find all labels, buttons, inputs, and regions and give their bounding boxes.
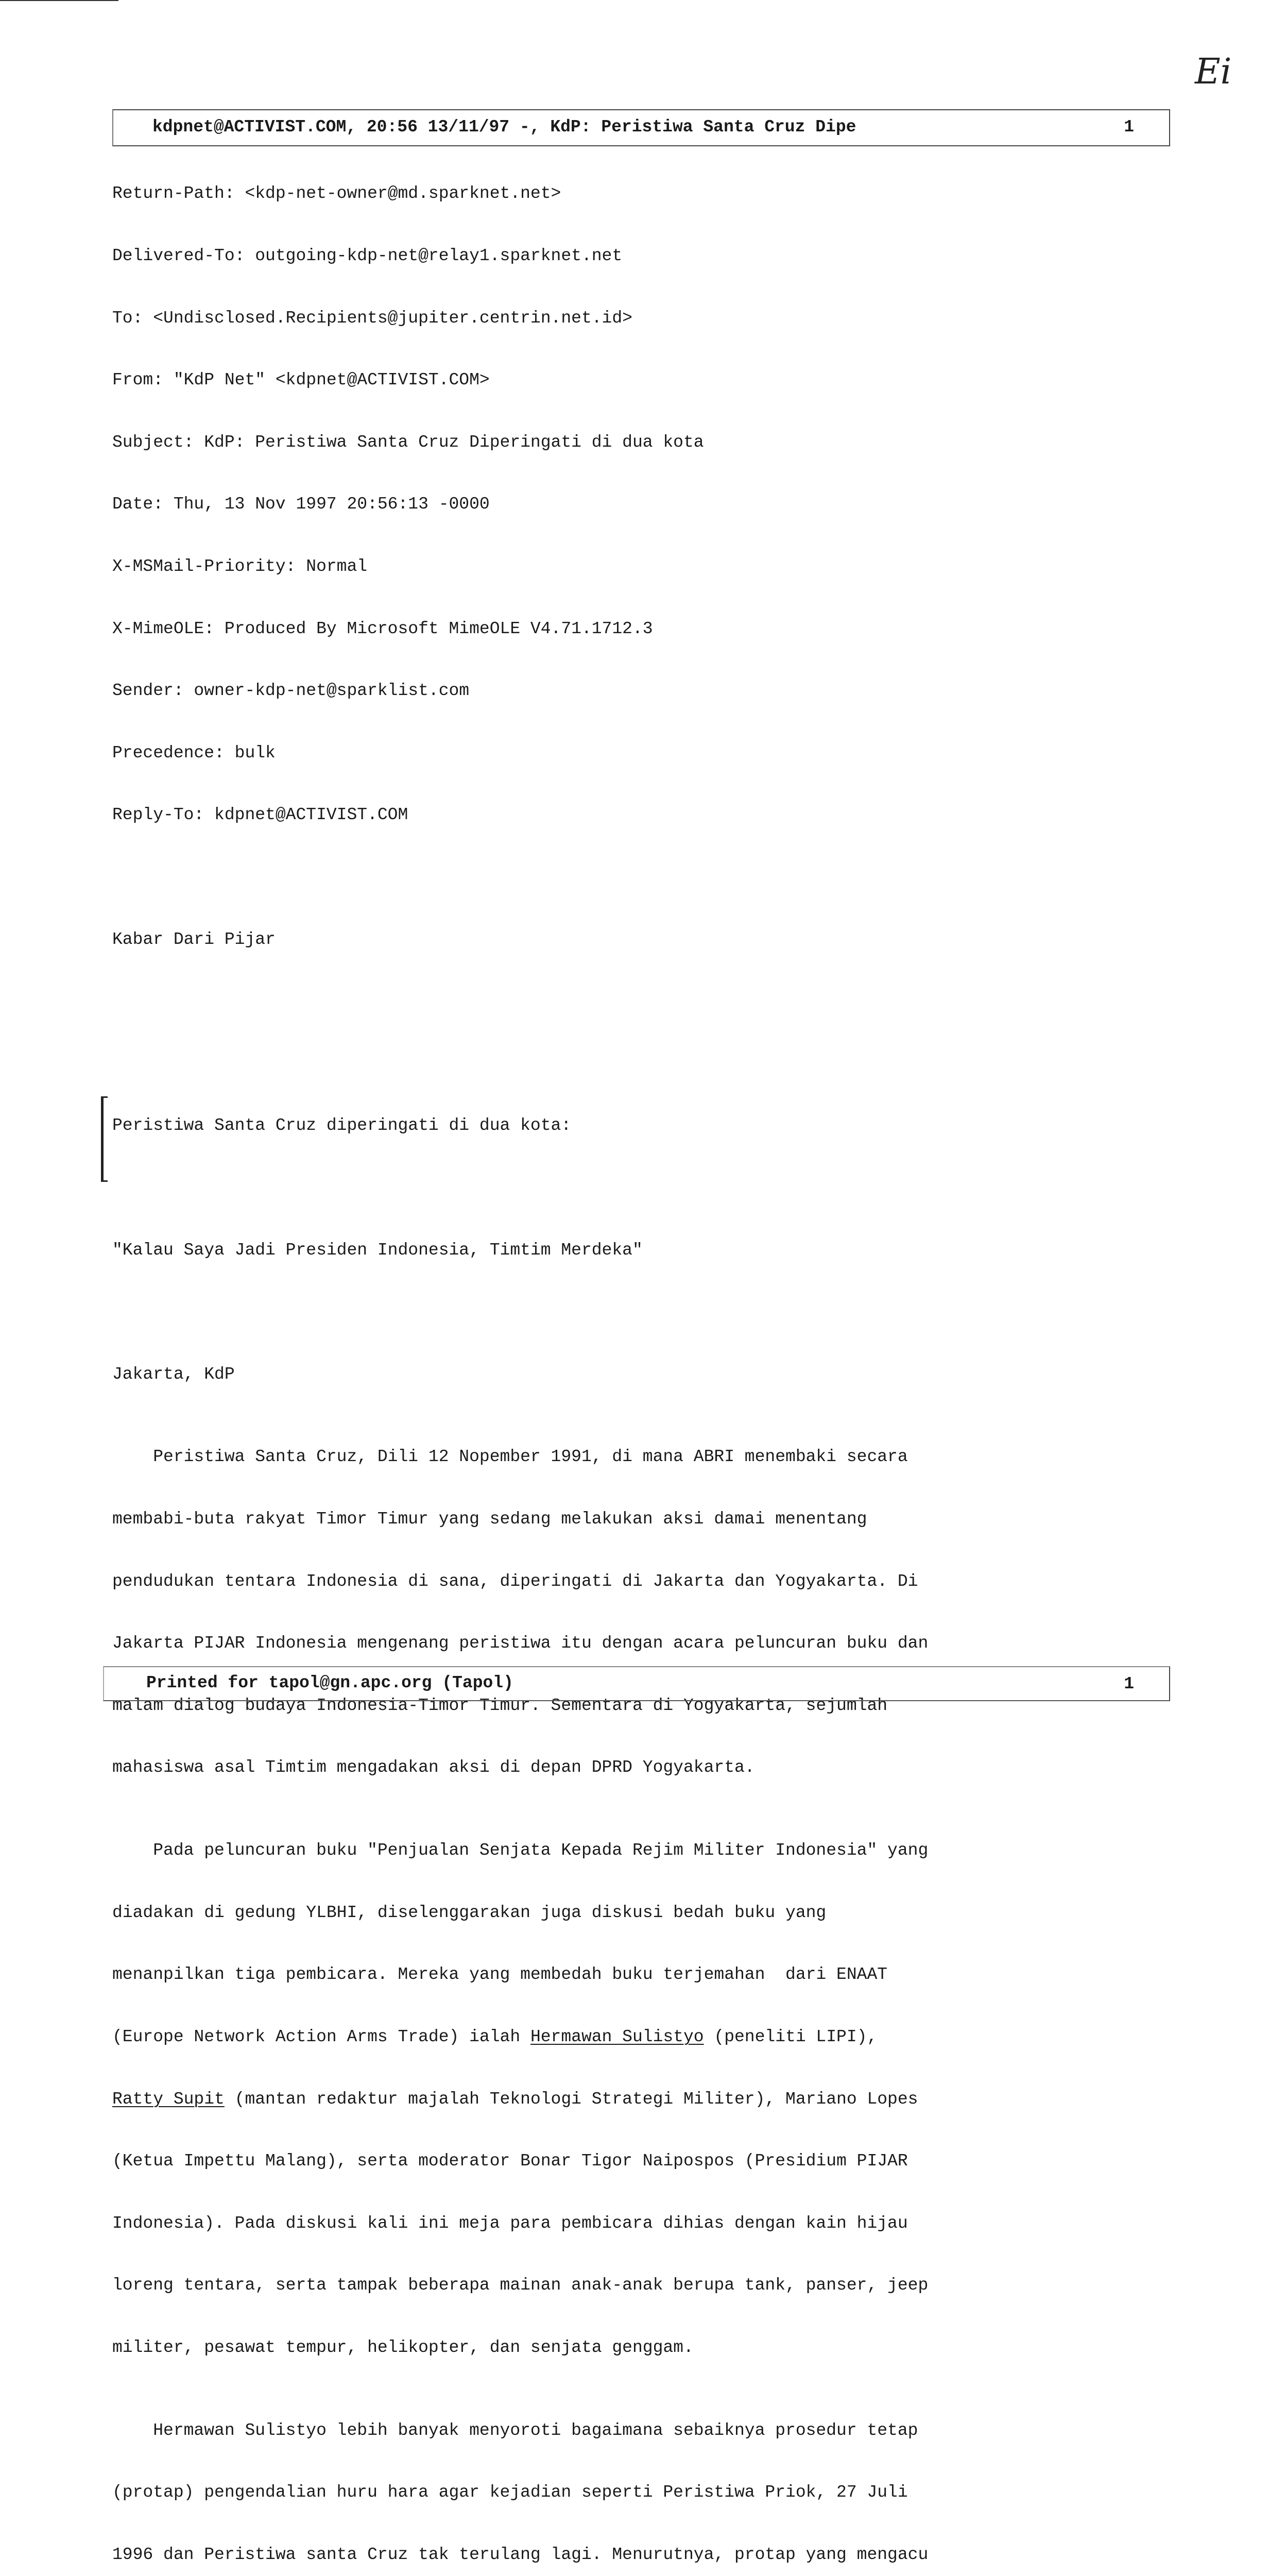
email-header-line: To: <Undisclosed.Recipients@jupiter.centrin.net.id> [112,308,632,328]
paragraph-line [112,2089,1173,2110]
email-header-line: X-MimeOLE: Produced By Microsoft MimeOLE V4.71.1712.3 [112,619,653,638]
handwritten-margin-bracket [101,1096,108,1182]
printed-for-label: Printed for tapol@gn.apc.org (Tapol) [146,1673,513,1692]
dateline: Jakarta, KdP [112,1364,235,1384]
email-header-line: Delivered-To: outgoing-kdp-net@relay1.sparknet.net [112,246,623,265]
handwritten-corner-note: Ei [1195,52,1232,92]
paragraph-line: loreng tentara, serta tampak beberapa mainan anak-anak berupa tank, panser, jeep [112,2276,929,2295]
paragraph-line: (Ketua Impettu Malang), serta moderator Bonar Tigor Naipospos (Presidium PIJAR [112,2151,908,2171]
quote-headline: "Kalau Saya Jadi Presiden Indonesia, Timtim Merdeka" [112,1240,643,1260]
paragraph-line: diadakan di gedung YLBHI, diselenggarakan juga diskusi bedah buku yang [112,1903,827,1922]
underlined-name: Ratty Supit [112,2089,225,2109]
paragraph-line: menanpilkan tiga pembicara. Mereka yang membedah buku terjemahan dari ENAAT [112,1965,888,1985]
email-header-line: Reply-To: kdpnet@ACTIVIST.COM [112,805,408,825]
paragraph-line: (protap) pengendalian huru hara agar kejadian seperti Peristiwa Priok, 27 Juli [112,2483,908,2502]
blank-line [112,867,1173,888]
email-header-line: Precedence: bulk [112,743,276,762]
blank-line [112,1054,1173,1074]
header-title: kdpnet@ACTIVIST.COM, 20:56 13/11/97 -, KdP: Peristiwa Santa Cruz Dipe [152,117,856,137]
paragraph-line: membabi-buta rakyat Timor Timur yang sedang melakukan aksi damai menentang [112,1510,867,1529]
blank-line [112,991,1173,1012]
email-header-line: From: "KdP Net" <kdpnet@ACTIVIST.COM> [112,370,490,390]
email-header-line: Sender: owner-kdp-net@sparklist.com [112,681,470,701]
email-header-line: Date: Thu, 13 Nov 1997 20:56:13 -0000 [112,495,490,514]
paragraph-line: malam dialog budaya Indonesia-Timor Timur. Sementara di Yogyakarta, sejumlah [112,1696,888,1715]
text-segment: (mantan redaktur majalah Teknologi Strategi Militer), Mariano Lopes [224,2089,918,2109]
scan-edge-mark [0,0,118,1]
print-footer [103,1666,1170,1701]
email-header-line: X-MSMail-Priority: Normal [112,556,368,576]
header-page-number: 1 [1124,117,1134,137]
paragraph-line: Jakarta PIJAR Indonesia mengenang peristiwa itu dengan acara peluncuran buku dan [112,1634,929,1653]
paragraph-line [112,2027,1173,2047]
text-segment: (Europe Network Action Arms Trade) ialah [112,2027,530,2047]
paragraph-line: 1996 dan Peristiwa santa Cruz tak terulang lagi. Menurutnya, protap yang mengacu [112,2545,929,2564]
source-line: Kabar Dari Pijar [112,929,276,949]
paragraph-line: Indonesia). Pada diskusi kali ini meja para pembicara dihias dengan kain hijau [112,2213,908,2233]
email-header-line: Return-Path: <kdp-net-owner@md.sparknet.net> [112,184,561,204]
print-header [112,109,1170,146]
paragraph-line: pendudukan tentara Indonesia di sana, diperingati di Jakarta dan Yogyakarta. Di [112,1571,918,1591]
text-segment: (peneliti LIPI), [704,2027,878,2047]
article-headline: Peristiwa Santa Cruz diperingati di dua kota: [112,1116,572,1136]
paragraph-line: mahasiswa asal Timtim mengadakan aksi di depan DPRD Yogyakarta. [112,1758,755,1777]
paragraph-line: Peristiwa Santa Cruz, Dili 12 Nopember 1991, di mana ABRI menembaki secara [112,1447,908,1467]
email-body [112,142,1173,2576]
email-header-line: Subject: KdP: Peristiwa Santa Cruz Diperingati di dua kota [112,432,704,452]
blank-line [112,1178,1173,1198]
paragraph-line: Hermawan Sulistyo lebih banyak menyoroti bagaimana sebaiknya prosedur tetap [112,2420,918,2440]
paragraph-line: militer, pesawat tempur, helikopter, dan senjata genggam. [112,2338,694,2357]
blank-line [112,1302,1173,1323]
paragraph-line: Pada peluncuran buku "Penjualan Senjata Kepada Rejim Militer Indonesia" yang [112,1841,929,1860]
footer-page-number: 1 [1124,1674,1134,1693]
underlined-name: Hermawan Sulistyo [530,2027,704,2047]
